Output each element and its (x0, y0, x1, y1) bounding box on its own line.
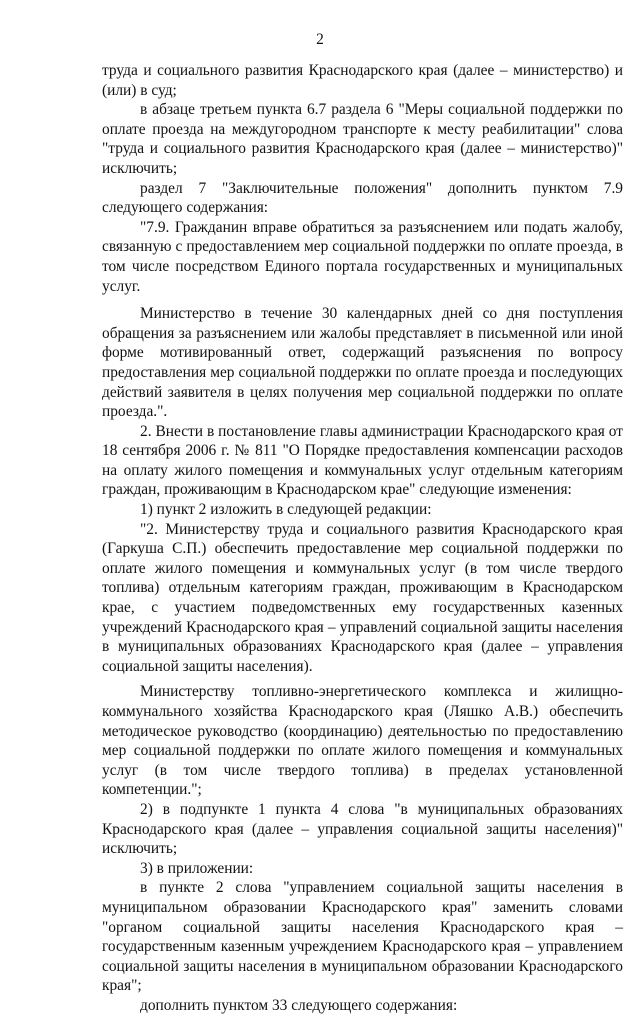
paragraph-ministry-response: Министерство в течение 30 календарных дней со дня поступления обращения за разъяснением или жалобы представляет в письменной или иной форме мотивированный ответ, содержащий разъяснения по вопросу предоставления мер социальной поддержки по оплате проезда и последующих действий заявителя в целях получения мер социальной поддержки по оплате проезда.". (102, 305, 623, 421)
paragraph-subitem-3: 3) в приложении: (140, 859, 254, 877)
paragraph-continuation: труда и социального развития Краснодарского края (далее – министерство) и (или) в суд; (102, 62, 623, 99)
paragraph-7-9: "7.9. Гражданин вправе обратиться за разъяснением или подать жалобу, связанную с предоставлением мер социальной поддержки по оплате проезда, в том числе посредством Единого портала государственных и муниципальных услуг. (102, 218, 623, 295)
paragraph-appendix-item-2: в пункте 2 слова "управлением социальной защиты населения в муниципальном образовании Краснодарского края" заменить словами "органом социальной защиты населения Краснодарского края – государственным казенным учреждением Краснодарского края – управлением социальной защиты населения в муниципальном образовании Краснодарского края"; (102, 879, 623, 995)
paragraph-subitem-2: 2) в подпункте 1 пункта 4 слова "в муниципальных образованиях Краснодарского края (далее – управления социальной защиты населения)" исключить; (102, 800, 623, 858)
paragraph-new-item-2: "2. Министерству труда и социального развития Краснодарского края (Гаркуша С.П.) обеспечить предоставление мер социальной поддержки по оплате жилого помещения и коммунальных услуг (в том числе твердого топлива) отдельным категориям граждан, проживающим в Краснодарском крае, с участием подведомственных ему государственных казенных учреждений Краснодарского края – управлений социальной защиты населения в муниципальных образованиях Краснодарского края (далее – управления социальной защиты населения). (102, 520, 623, 675)
paragraph-amendment-6-7: в абзаце третьем пункта 6.7 раздела 6 "Меры социальной поддержки по оплате проезда на междугородном транспорте к месту реабилитации" слова "труда и социального развития Краснодарского края (далее – министерство)" исключить; (102, 101, 623, 177)
paragraph-energy-ministry: Министерству топливно-энергетического комплекса и жилищно-коммунального хозяйства Краснодарского края (Ляшко А.В.) обеспечить методическое руководство (координацию) деятельностью по предоставлению мер социальной поддержки по оплате жилого помещения и коммунальных услуг (в том числе твердого топлива) в пределах установленной компетенции."; (102, 683, 623, 799)
page-number: 2 (316, 31, 324, 48)
paragraph-add-item-33: дополнить пунктом 33 следующего содержания: (140, 996, 458, 1014)
paragraph-subitem-1: 1) пункт 2 изложить в следующей редакции: (140, 501, 432, 519)
document-body (102, 61, 623, 1016)
paragraph-section-7: раздел 7 "Заключительные положения" дополнить пунктом 7.9 следующего содержания: (102, 179, 623, 217)
paragraph-item-2: 2. Внести в постановление главы администрации Краснодарского края от 18 сентября 2006 г. № 811 "О Порядке предоставления компенсации расходов на оплату жилого помещения и коммунальных услуг отдельным категориям граждан, проживающим в Краснодарском крае" следующие изменения: (102, 422, 623, 499)
